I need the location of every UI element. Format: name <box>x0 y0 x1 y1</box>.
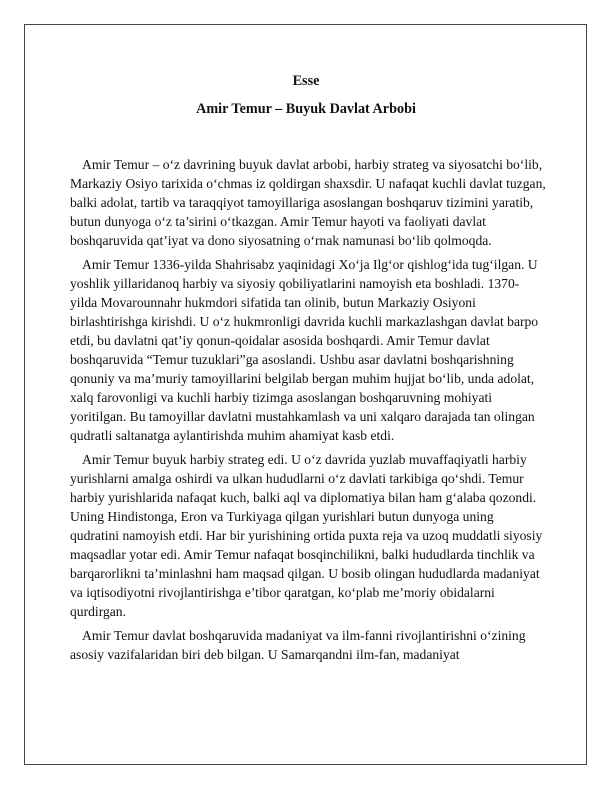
paragraph-biography: Amir Temur 1336-yilda Shahrisabz yaqinidagi Xo‘ja Ilg‘or qishlog‘ida tug‘ilgan. U yoshlik yillaridanoq harbiy va siyosiy qobiliyatlarini namoyish eta boshladi. 1370-yilda Movarounnahr hukmdori sifatida tan olinib, butun Markaziy Osiyoni birlashtirishga kirishdi. U o‘z hukmronligi davrida kuchli markazlashgan davlat barpo etdi, bu davlatni qat’iy qonun-qoidalar asosida boshqardi. Amir Temur davlat boshqaruvida “Temur tuzuklari”ga asoslandi. Ushbu asar davlatni boshqarishning qonuniy va ma’muriy tamoyillarini belgilab bergan muhim hujjat bo‘lib, unda adolat, xalq farovonligi va kuchli harbiy tizimga asoslangan boshqaruvning mohiyati yoritilgan. Bu tamoyillar davlatni mustahkamlash va uni xalqaro darajada tan olingan qudratli saltanatga aylantirishda muhim ahamiyat kasb etdi. <box>70 257 539 443</box>
document-body <box>70 155 546 669</box>
paragraph-culture: Amir Temur davlat boshqaruvida madaniyat va ilm-fanni rivojlantirishni o‘zining asosiy vazifalaridan biri deb bilgan. U Samarqandni ilm-fan, madaniyat <box>70 628 526 662</box>
document-title: Amir Temur – Buyuk Davlat Arbobi <box>196 101 416 117</box>
paragraph-military: Amir Temur buyuk harbiy strateg edi. U o‘z davrida yuzlab muvaffaqiyatli harbiy yurishlarni amalga oshirdi va ulkan hududlarni o‘z davlati tarkibiga qo‘shdi. Temur harbiy yurishlarida nafaqat kuch, balki aql va diplomatiya bilan ham g‘alaba qozondi. Uning Hindistonga, Eron va Turkiyaga qilgan yurishlari butun dunyoga uning qudratini namoyish etdi. Har bir yurishining ortida puxta reja va uzoq muddatli siyosiy maqsadlar yotar edi. Amir Temur nafaqat bosqinchilikni, balki hududlarda tinchlik va barqarorlikni ta’minlashni ham maqsad qilgan. U bosib olingan hududlarda madaniyat va iqtisodiyotni rivojlantirishga e’tibor qaratgan, ko‘plab me’moriy obidalarni qurdirgan. <box>70 452 543 619</box>
document-label: Esse <box>292 73 320 89</box>
paragraph-intro: Amir Temur – o‘z davrining buyuk davlat arbobi, harbiy strateg va siyosatchi bo‘lib, Markaziy Osiyo tarixida o‘chmas iz qoldirgan shaxsdir. U nafaqat kuchli davlat tuzgan, balki adolat, tartib va taraqqiyot tamoyillariga asoslangan boshqaruv tizimini yaratib, butun dunyoga o‘z ta’sirini o‘tkazgan. Amir Temur hayoti va faoliyati davlat boshqaruvida qat’iyat va dono siyosatning o‘rnak namunasi bo‘lib qolmoqda. <box>70 157 546 248</box>
